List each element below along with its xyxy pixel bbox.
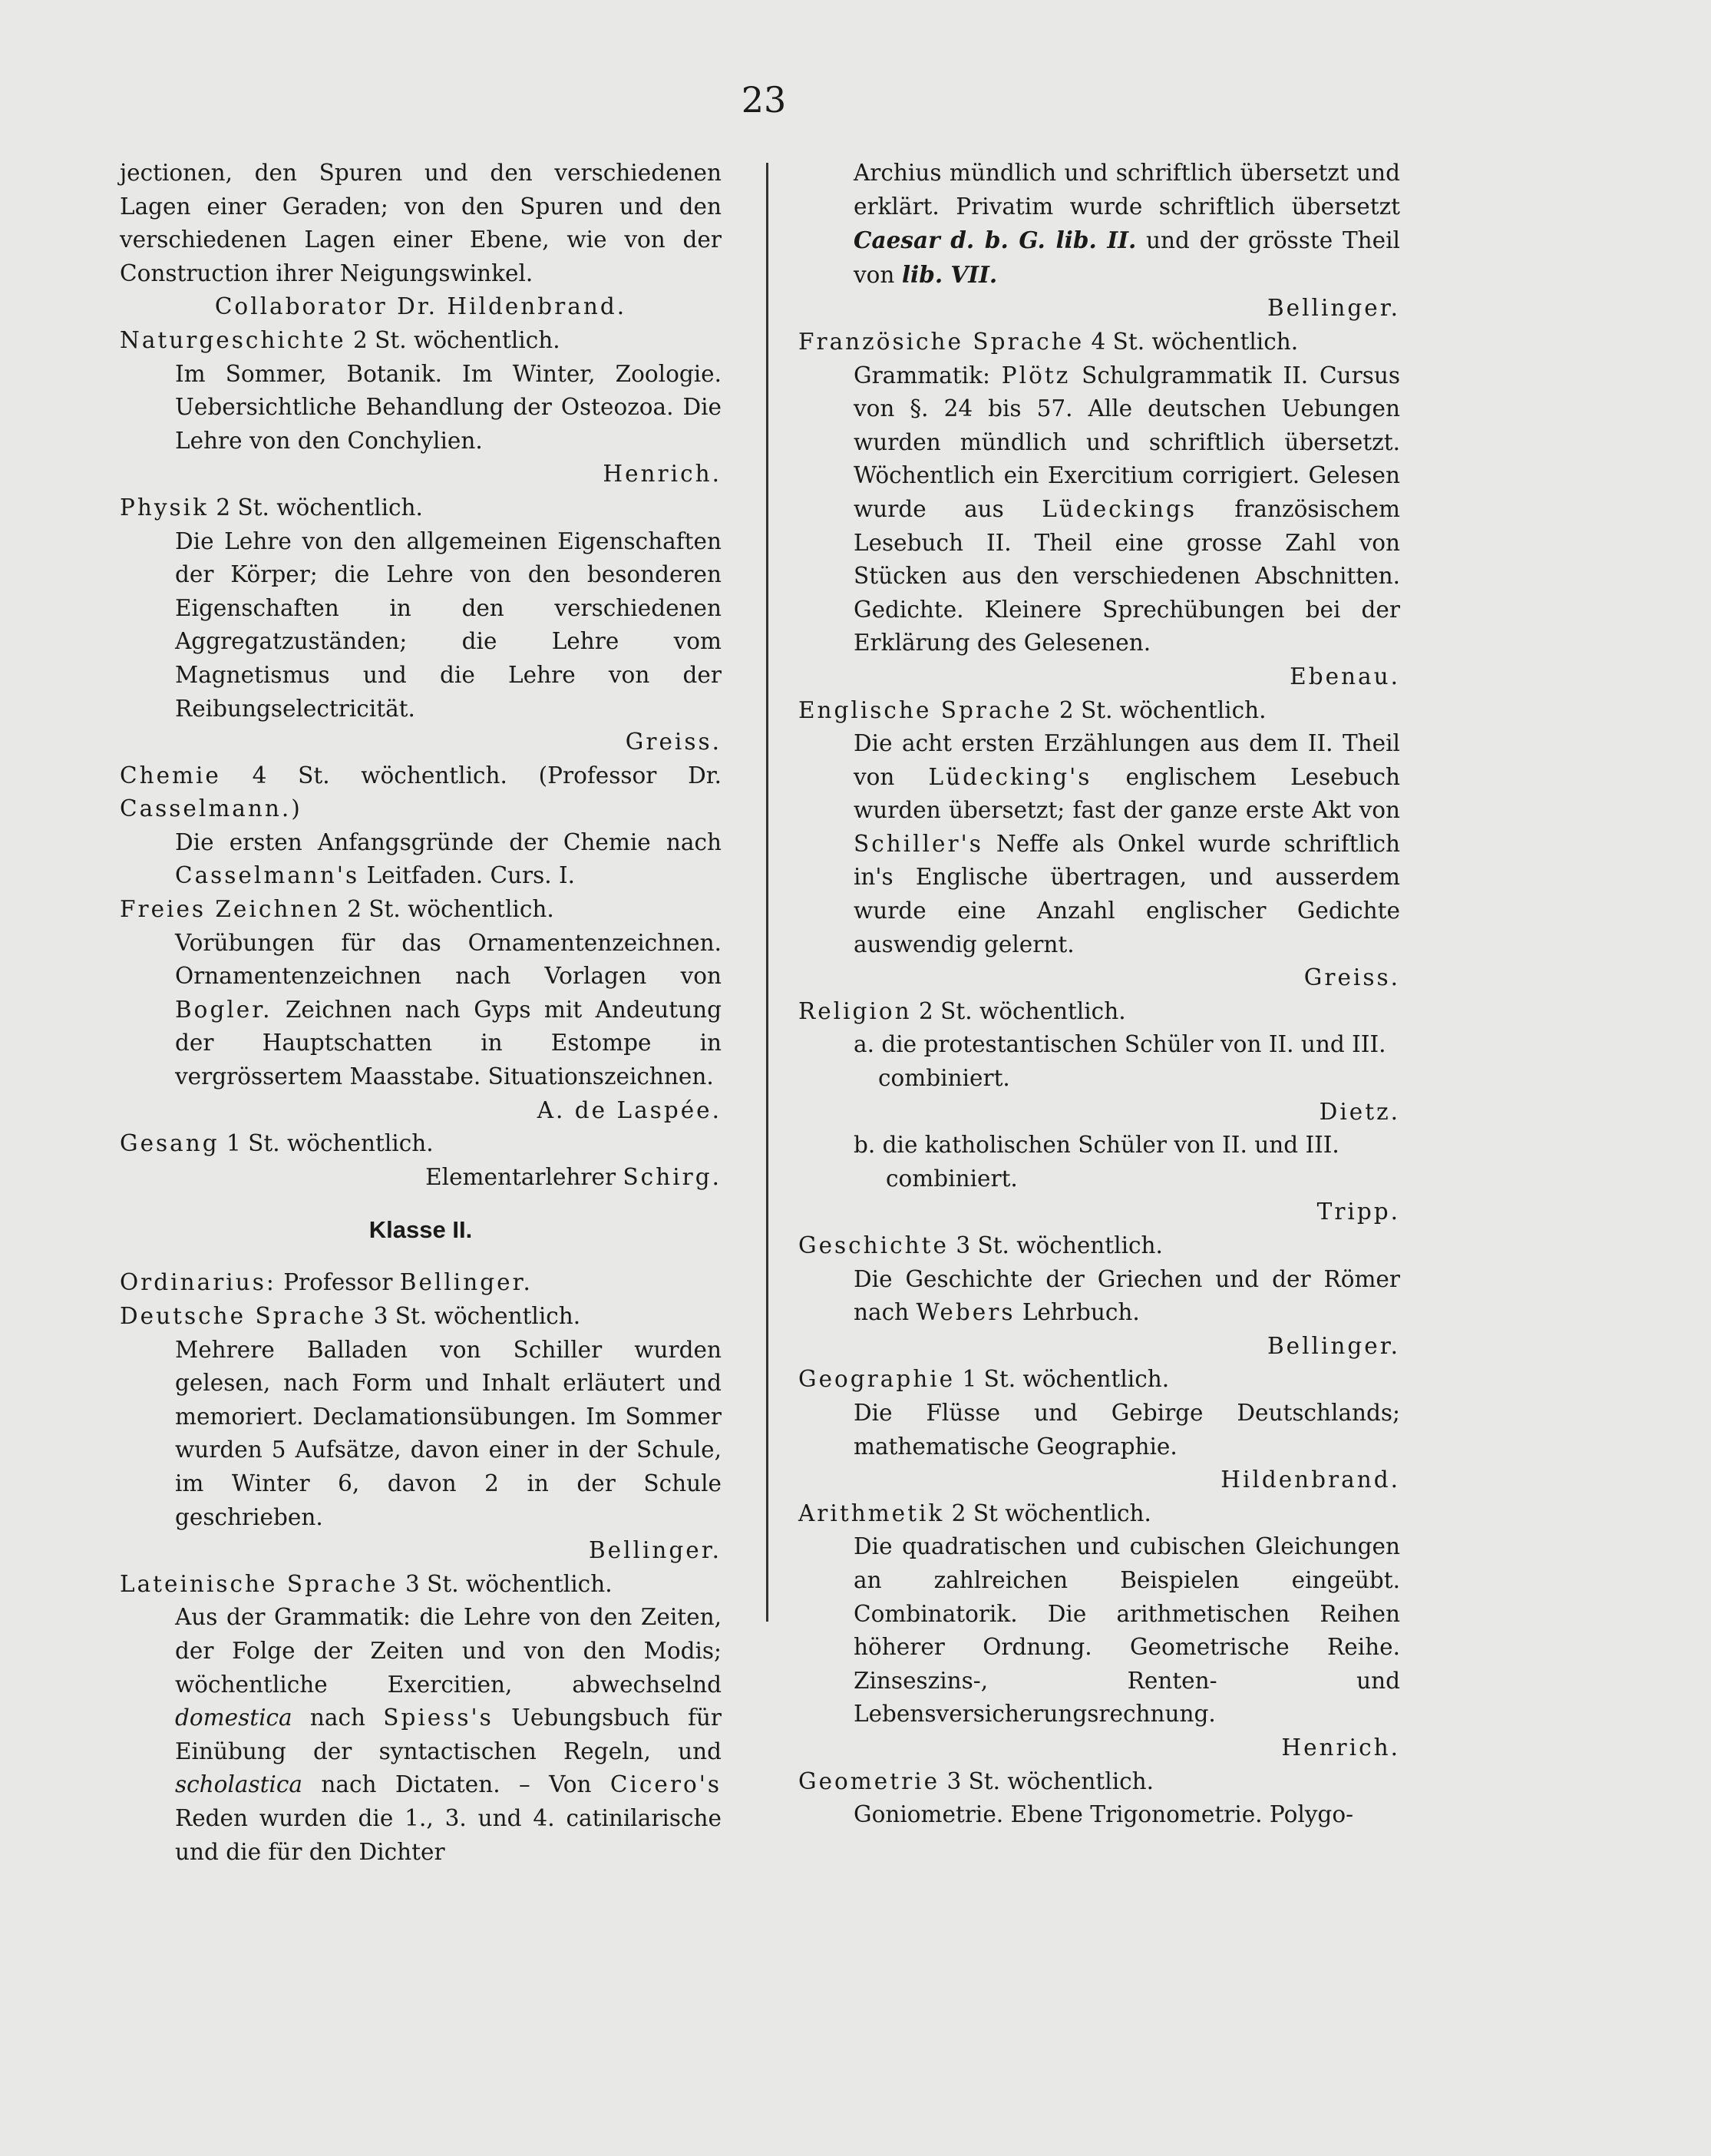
text-run: Zeichnen nach Gyps mit Andeutung der Hauptschatten in Estompe in vergrössertem Maasstabe. Situationszeichnen. [175, 996, 722, 1090]
text-run: Neffe als Onkel wurde schriftlich in's Englische übertragen, und ausserdem wurde eine Anzahl englischer Gedichte auswendig gelernt. [854, 830, 1400, 957]
person-name: Casselmann's [175, 862, 360, 889]
subject-hours: 3 St. wöchentlich. [366, 1303, 581, 1329]
teacher-name: Dietz. [1319, 1098, 1400, 1125]
text-run: Grammatik: [854, 362, 1002, 389]
subject-heading [798, 1229, 1400, 1263]
subject-hours: 4 St. wöchentlich. [1084, 328, 1299, 355]
text-run: Die Geschichte der Griechen und der Römer nach [854, 1265, 1400, 1326]
italic-term: domestica [175, 1705, 292, 1731]
subject-text: Die Flüsse und Gebirge Deutschlands; mathematische Geographie. [854, 1399, 1400, 1460]
bracket: ) [291, 795, 300, 822]
person-name: Schirg. [623, 1163, 722, 1190]
subject-heading [120, 324, 722, 358]
right-column [798, 157, 1400, 1832]
ordinarius-label: Ordinarius: [120, 1269, 276, 1296]
subject-text: Die Lehre von den allgemeinen Eigenschaften der Körper; die Lehre von den besonderen Eigenschaften in den verschiedenen Aggregatzuständen; die Lehre vom Magnetismus und die Lehre von der Reibungselectricität. [175, 527, 722, 722]
subject-hours: 3 St. wöchentlich. [398, 1570, 613, 1597]
subject-title: Geographie [798, 1366, 956, 1393]
person-name: Bellinger. [399, 1269, 533, 1296]
subject-text [798, 1263, 1400, 1330]
subject-text [798, 359, 1400, 660]
subject-hours: 2 St. wöchentlich. [1052, 696, 1267, 723]
text-run: Schulgrammatik II. Cursus von §. 24 bis 57. Alle deutschen Uebungen wurden mündlich und schriftlich übersetzt. Wöchentlich ein Exercitium corrigiert. Gelesen wurde aus [854, 362, 1400, 522]
text-run: Leitfaden. Curs. I. [359, 862, 576, 889]
subject-heading [798, 995, 1400, 1029]
subject-heading [120, 1300, 722, 1334]
subject-text: Goniometrie. Ebene Trigonometrie. Polygo- [854, 1801, 1354, 1828]
subject-heading [120, 1127, 722, 1161]
subject-title: Deutsche Sprache [120, 1303, 367, 1329]
subject-heading [798, 1363, 1400, 1397]
person-name: Bogler. [175, 996, 273, 1023]
subject-heading [798, 694, 1400, 728]
teacher-name: Bellinger. [1267, 295, 1400, 322]
teacher-name: Bellinger. [1267, 1332, 1400, 1359]
subject-title: Lateinische Sprache [120, 1570, 398, 1597]
intro-paragraph: jectionen, den Spuren und den verschiedenen Lagen einer Geraden; von den Spuren und den verschiedenen Lagen einer Ebene, wie von der Construction ihrer Neigungswinkel. [120, 160, 722, 286]
subject-title: Chemie [120, 762, 221, 789]
ordinarius-line [120, 1266, 722, 1300]
teacher-name: Henrich. [1281, 1734, 1400, 1761]
text-run: Archius mündlich und schriftlich übersetzt und erklärt. Privatim wurde schriftlich übersetzt [854, 160, 1400, 220]
subject-title: Freies Zeichnen [120, 896, 340, 923]
teacher-label: Elementarlehrer [425, 1163, 623, 1190]
text-run: und der grösste Theil von [854, 227, 1400, 288]
italic-term: lib. VII. [901, 260, 998, 288]
teacher-name: Collaborator Dr. Hildenbrand. [214, 293, 627, 320]
subject-heading [798, 326, 1400, 359]
text-run: Lehrbuch. [1015, 1299, 1140, 1326]
person-name: Spiess's [383, 1705, 494, 1731]
subject-hours: 2 St. wöchentlich. [208, 494, 423, 521]
class-heading: Klasse II. [368, 1216, 473, 1244]
person-name: Lüdecking's [928, 763, 1092, 790]
subject-title: Geometrie [798, 1767, 940, 1794]
teacher-name: Tripp. [1316, 1199, 1400, 1225]
text-run: Die ersten Anfangsgründe der Chemie nach [175, 828, 722, 855]
teacher-name: Greiss. [1303, 964, 1400, 991]
subject-text: b. die katholischen Schüler von II. und III. [854, 1132, 1339, 1159]
subject-text: Die quadratischen und cubischen Gleichungen an zahlreichen Beispielen eingeübt. Combinatorik. Die arithmetischen Reihen höherer Ordnung. Geometrische Reihe. Zinseszins-, Renten- und Lebensversicherungsrechnung. [854, 1533, 1400, 1728]
teacher-name: Bellinger. [588, 1537, 722, 1564]
subject-hours: 2 St. wöchentlich. [911, 997, 1126, 1024]
person-name: Casselmann. [120, 795, 292, 822]
subject-title: Gesang [120, 1130, 220, 1157]
text-run: nach Dictaten. – Von [302, 1771, 610, 1798]
person-name: Lüdeckings [1042, 495, 1197, 522]
text-run: französischem Lesebuch II. Theil eine grosse Zahl von Stücken aus den verschiedenen Abschnitten. Gedichte. Kleinere Sprechübungen bei der Erklärung des Gelesenen. [854, 495, 1400, 656]
teacher-name: Hildenbrand. [1220, 1467, 1400, 1493]
subject-title: Religion [798, 997, 912, 1024]
left-column [120, 157, 722, 1869]
text-run: Aus der Grammatik: die Lehre von den Zeiten, der Folge der Zeiten und von den Modis; wöchentliche Exercitien, abwechselnd [175, 1604, 722, 1698]
subject-heading [120, 893, 722, 927]
subject-hours: 1 St. wöchentlich. [955, 1366, 1170, 1393]
teacher-name [120, 1161, 722, 1195]
subject-title: Physik [120, 494, 209, 521]
italic-term: scholastica [175, 1771, 302, 1798]
text-run: nach [292, 1705, 384, 1731]
subject-title: Geschichte [798, 1232, 949, 1258]
text-run: Reden wurden die 1., 3. und 4. catinilarische und die für den Dichter [175, 1804, 722, 1865]
subject-text: combiniert. [878, 1065, 1010, 1092]
subject-heading [120, 1568, 722, 1602]
subject-hours: 2 St. wöchentlich. [339, 896, 554, 923]
subject-text: Mehrere Balladen von Schiller wurden gelesen, nach Form und Inhalt erläutert und memoriert. Declamationsübungen. Im Sommer wurden 5 Aufsätze, davon einer in der Schule, im Winter 6, davon 2 in der Schule geschrieben. [175, 1336, 722, 1530]
teacher-name: Ebenau. [1290, 663, 1400, 689]
subject-hours: 3 St. wöchentlich. [948, 1232, 1163, 1258]
subject-text [798, 157, 1400, 292]
person-name: Cicero's [609, 1771, 722, 1798]
subject-title: Englische Sprache [798, 696, 1052, 723]
subject-title: Arithmetik [798, 1500, 945, 1526]
person-name: Webers [916, 1299, 1016, 1326]
subject-text [120, 1601, 722, 1869]
text-run: Uebungsbuch für Einübung der syntactischen Regeln, und [175, 1705, 722, 1764]
subject-text: Im Sommer, Botanik. Im Winter, Zoologie. Uebersichtliche Behandlung der Osteozoa. Die Lehre von den Conchylien. [175, 360, 722, 454]
subject-heading [120, 759, 722, 826]
subject-hours: 2 St wöchentlich. [944, 1500, 1151, 1526]
text-run: Die acht ersten Erzählungen aus dem II. Theil von [854, 730, 1400, 790]
teacher-name: Henrich. [603, 461, 722, 488]
subject-text [120, 826, 722, 893]
text-run: Professor [276, 1269, 400, 1296]
person-name: Schiller's [854, 830, 983, 857]
text-run: Vorübungen für das Ornamentenzeichnen. Ornamentenzeichnen nach Vorlagen von [175, 929, 722, 990]
subject-hours: 2 St. wöchentlich. [345, 326, 560, 353]
teacher-name: A. de Laspée. [537, 1096, 722, 1123]
italic-term: Caesar d. b. G. lib. II. [854, 227, 1137, 254]
subject-hours: 1 St. wöchentlich. [219, 1130, 434, 1157]
subject-text [120, 927, 722, 1094]
page-number: 23 [741, 79, 787, 121]
subject-text: a. die protestantischen Schüler von II. und III. [854, 1031, 1386, 1058]
subject-heading [120, 491, 722, 525]
subject-hours: 3 St. wöchentlich. [940, 1767, 1154, 1794]
column-divider [766, 163, 768, 1622]
person-name: Plötz [1001, 362, 1071, 389]
teacher-name: Greiss. [625, 729, 722, 756]
subject-title: Naturgeschichte [120, 326, 346, 353]
subject-text: combiniert. [886, 1165, 1018, 1192]
subject-heading [798, 1765, 1400, 1799]
subject-hours: 4 St. wöchentlich. (Professor Dr. [220, 762, 722, 789]
subject-heading [798, 1497, 1400, 1531]
text-run: englischem Lesebuch wurden übersetzt; fast der ganze erste Akt von [854, 763, 1400, 824]
subject-title: Französiche Sprache [798, 328, 1085, 355]
subject-text [798, 727, 1400, 961]
